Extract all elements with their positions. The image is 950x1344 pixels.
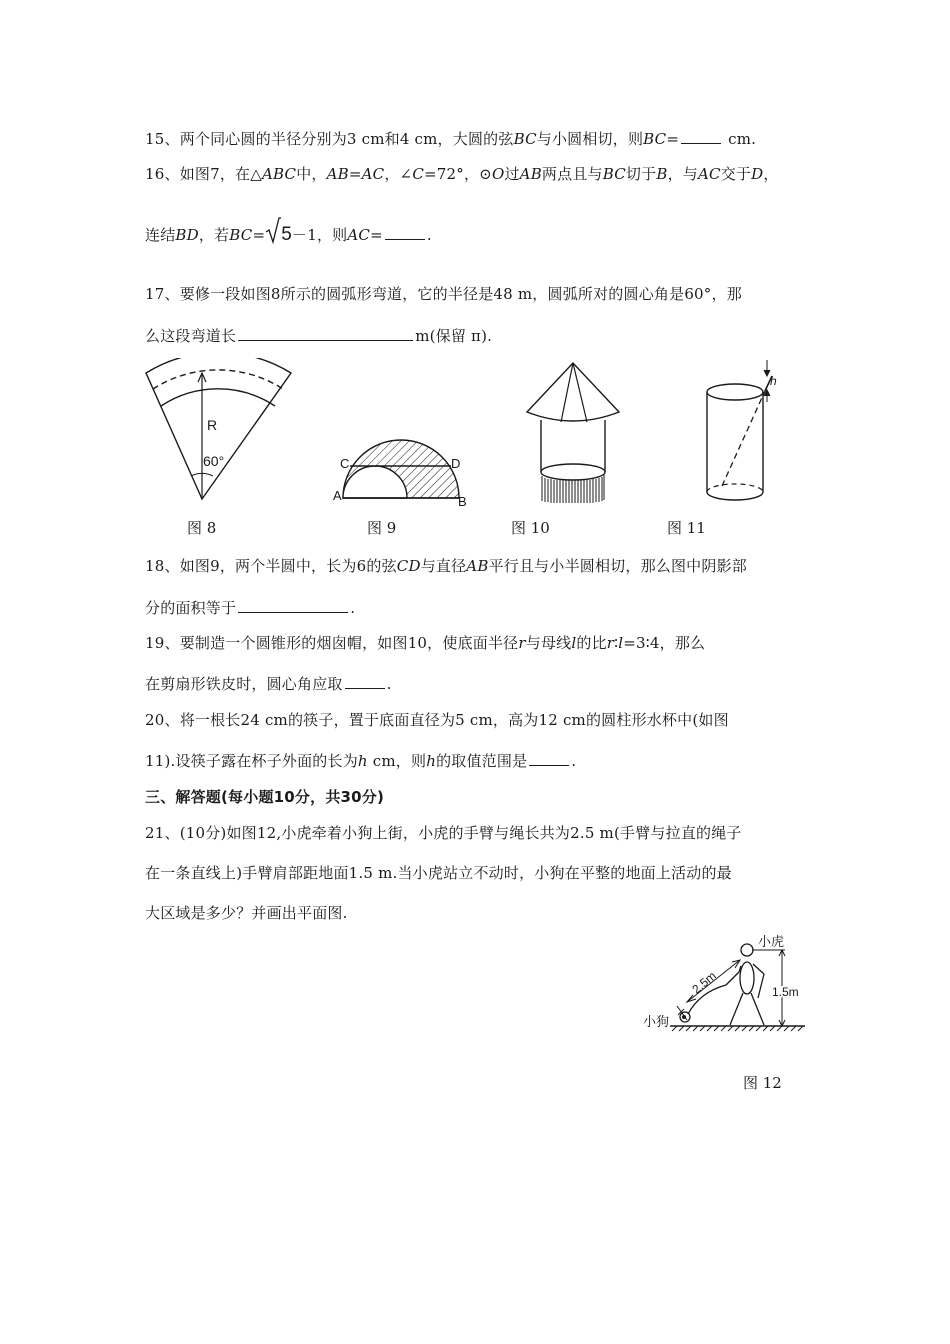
math-var: r [518, 634, 526, 652]
question-text: 如图9，两个半圆中，长为6的弦 [179, 557, 397, 575]
section-3-heading: 三、解答题(每小题10分，共30分) [145, 788, 385, 806]
figure-9-semicircles [330, 418, 470, 508]
question-21-line-2: 在一条直线上)手臂肩部距地面1.5 m.当小虎站立不动时，小狗在平整的地面上活动的最 [145, 864, 732, 882]
sqrt-radicand: 5 [281, 224, 293, 245]
question-text: = [666, 130, 680, 148]
question-text: 中， [296, 165, 327, 183]
question-text: 平行且与小半圆相切，那么图中阴影部 [488, 557, 747, 575]
figure-11-cup-chopstick [700, 358, 790, 503]
question-text: 交于 [720, 165, 752, 183]
answer-blank[interactable] [681, 142, 721, 144]
figure-11-caption: 图 11 [667, 519, 706, 537]
question-text: . [571, 752, 577, 770]
question-text: . [350, 599, 356, 617]
question-20-line-2 [145, 750, 576, 771]
question-text: 在剪扇形铁皮时，圆心角应取 [145, 675, 343, 693]
math-var: C [412, 165, 425, 183]
fringe-lines [542, 475, 604, 503]
answer-blank[interactable] [529, 764, 569, 766]
radius-label: R [207, 417, 218, 433]
math-var: BC [513, 130, 537, 148]
angle-label: 60° [203, 453, 225, 469]
question-text: 过 [504, 165, 520, 183]
question-text: 切于 [625, 165, 657, 183]
question-text: cm，则 [367, 752, 427, 770]
math-var: CD [396, 557, 421, 575]
question-number: 16、 [145, 165, 180, 183]
question-21-line-3: 大区域是多少？并画出平面图. [145, 904, 348, 922]
point-label-c: C [340, 456, 350, 471]
dog-label: 小狗 [643, 1014, 670, 1029]
question-text: = [370, 226, 383, 244]
question-text: 的取值范围是 [436, 752, 528, 770]
math-var: AC [697, 165, 721, 183]
question-text: 要修一段如图8所示的圆弧形弯道，它的半径是48 m，圆弧所对的圆心角是60°，那 [179, 285, 742, 303]
question-18 [145, 555, 747, 576]
question-text: ∶ [614, 634, 619, 652]
question-text: 么这段弯道长 [145, 327, 237, 345]
math-var: AB [466, 557, 489, 575]
math-var: l [571, 634, 577, 652]
question-text: 将一根长24 cm的筷子，置于底面直径为5 cm，高为12 cm的圆柱形水杯中(如图 [179, 711, 729, 729]
point-label-b: B [458, 494, 467, 508]
question-text: 如图7，在△ [179, 165, 262, 183]
question-text: m(保留 π). [415, 327, 493, 345]
question-15 [145, 128, 756, 149]
question-text: ，∠ [384, 165, 413, 183]
math-var: h [357, 752, 368, 770]
question-text: 两个同心圆的半径分别为3 cm和4 cm，大圆的弦 [179, 130, 514, 148]
point-label-a: A [333, 488, 342, 503]
math-var: AC [361, 165, 385, 183]
question-text: =72°，⊙ [424, 165, 492, 183]
question-21 [145, 822, 742, 843]
answer-blank[interactable] [345, 687, 385, 689]
height-label: 1.5m [772, 985, 799, 999]
answer-blank[interactable] [238, 339, 413, 341]
question-text: 连结 [145, 226, 176, 244]
question-number: 17、 [145, 285, 180, 303]
question-text: ，与 [667, 165, 698, 183]
math-var: r [606, 634, 615, 652]
math-var: O [491, 165, 505, 183]
answer-blank[interactable] [238, 611, 348, 613]
math-var: D [751, 165, 764, 183]
question-text: 两点且与 [541, 165, 603, 183]
question-19 [145, 632, 705, 653]
question-16-line-2 [145, 224, 432, 246]
math-var: AC [347, 226, 371, 244]
figure-8-sector [140, 358, 300, 508]
question-text: ，若 [198, 226, 230, 244]
question-text: 的比 [576, 634, 607, 652]
answer-blank[interactable] [385, 238, 425, 240]
question-number: 18、 [145, 557, 180, 575]
question-text: 分的面积等于 [145, 599, 237, 617]
figure-10-chimney-cap [525, 360, 625, 510]
math-var: h [426, 752, 437, 770]
math-var: B [656, 165, 668, 183]
question-number: 21、 [145, 824, 180, 842]
question-number: 20、 [145, 711, 180, 729]
figure-10-caption: 图 10 [511, 519, 550, 537]
question-text: ， [763, 165, 779, 183]
question-text: 与母线 [525, 634, 572, 652]
question-text: = [348, 165, 362, 183]
figure-12-tiger-and-dog [640, 930, 820, 1040]
figure-12-caption: 图 12 [743, 1074, 782, 1092]
math-var: BC [602, 165, 626, 183]
figure-8-caption: 图 8 [187, 519, 217, 537]
math-var: AB [326, 165, 349, 183]
question-text: 与小圆相切，则 [536, 130, 644, 148]
question-number: 19、 [145, 634, 180, 652]
math-var: BD [175, 226, 199, 244]
question-16 [145, 163, 779, 184]
question-text: cm. [723, 130, 757, 148]
question-20 [145, 709, 729, 730]
question-18-line-2 [145, 597, 355, 618]
question-number: 15、 [145, 130, 180, 148]
question-text: . [426, 226, 432, 244]
question-17 [145, 283, 742, 304]
question-text: . [386, 675, 392, 693]
math-var: BC [229, 226, 253, 244]
question-text: 11).设筷子露在杯子外面的长为 [145, 752, 358, 770]
point-label-d: D [451, 456, 461, 471]
sqrt-sign-icon [265, 216, 281, 244]
tiger-label: 小虎 [758, 934, 785, 949]
figure-9-caption: 图 9 [367, 519, 397, 537]
h-label: h [770, 374, 777, 388]
math-var: ABC [261, 165, 297, 183]
question-text: = [252, 226, 266, 244]
math-var: AB [519, 165, 542, 183]
question-text: (10分)如图12,小虎牵着小狗上街，小虎的手臂与绳长共为2.5 m(手臂与拉直的绳子 [179, 824, 742, 842]
rope-length-label: 2.5m [689, 968, 719, 997]
question-text: 要制造一个圆锥形的烟囱帽，如图10，使底面半径 [179, 634, 519, 652]
question-text: =3∶4，那么 [623, 634, 706, 652]
question-text: －1，则 [292, 226, 348, 244]
math-var: BC [643, 130, 667, 148]
question-17-line-2 [145, 325, 492, 346]
question-19-line-2 [145, 673, 392, 694]
math-var: l [618, 634, 624, 652]
sqrt-expression [265, 224, 292, 246]
question-text: 与直径 [420, 557, 467, 575]
